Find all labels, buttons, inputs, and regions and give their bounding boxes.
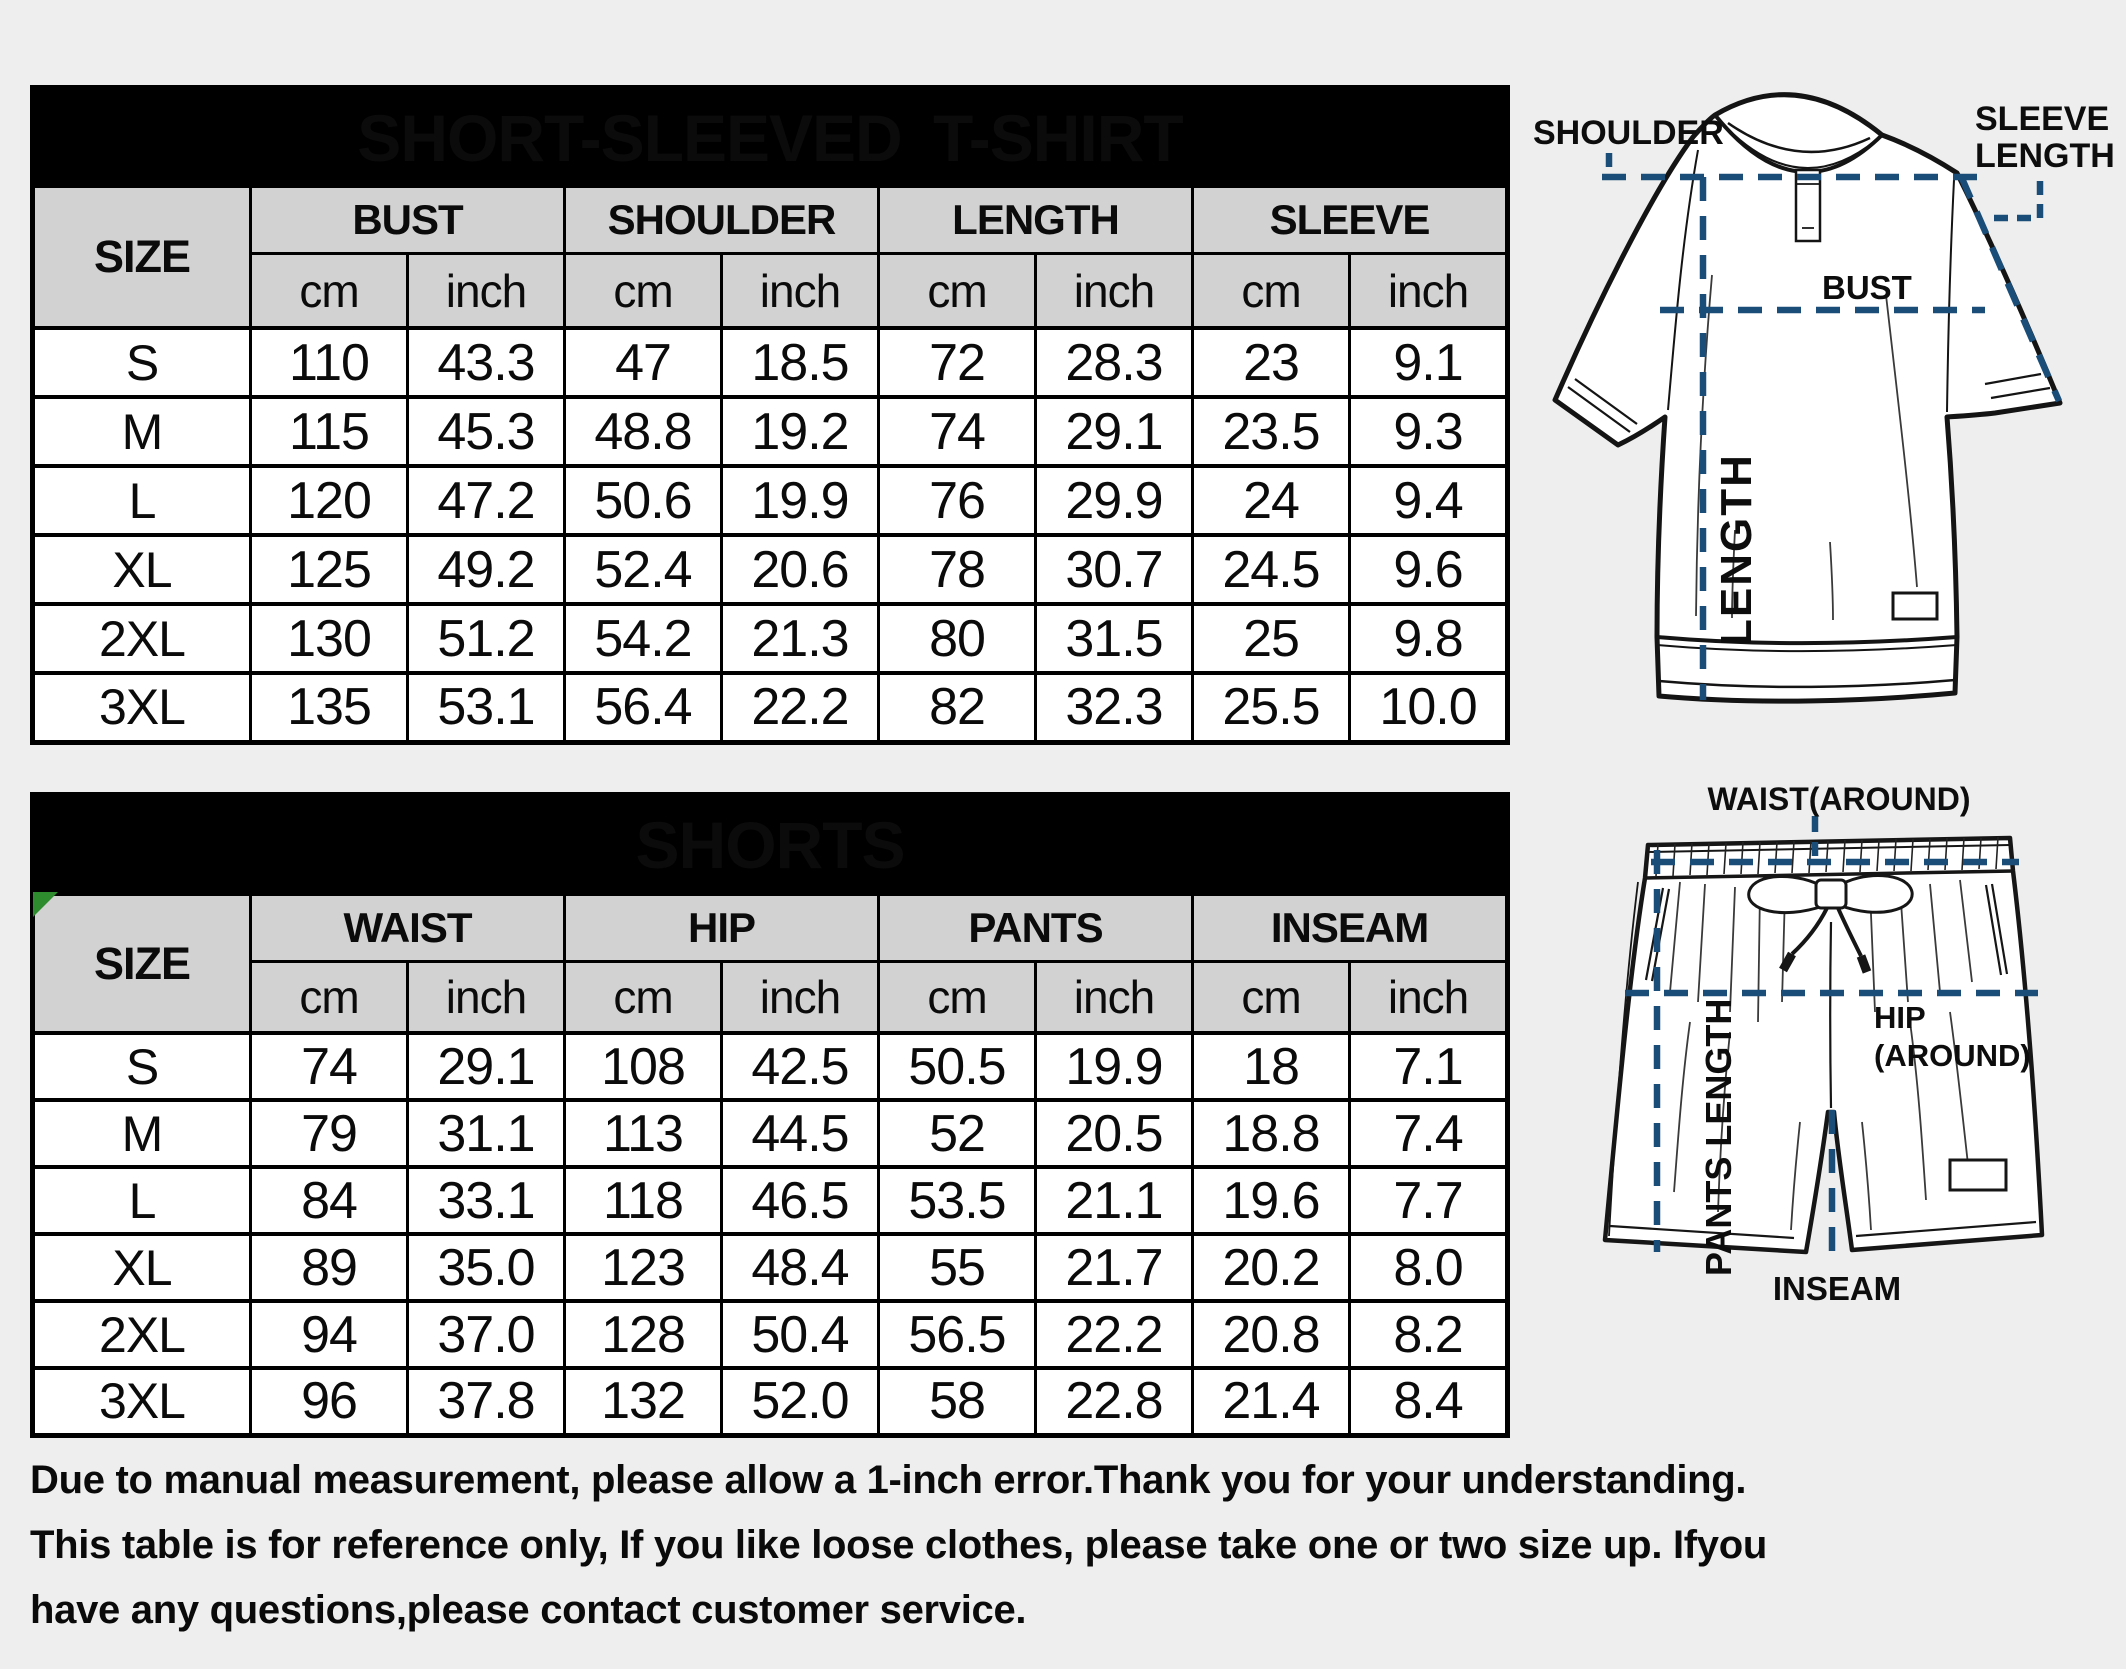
table-cell: 50.6: [565, 466, 722, 535]
column-header-pants: PANTS: [879, 895, 1193, 962]
drawstring-loop-right: [1837, 876, 1912, 913]
drawstring-loop-left: [1749, 876, 1825, 912]
unit-header: cm: [879, 254, 1036, 329]
table-cell: 110: [251, 328, 408, 397]
table-cell: 56.4: [565, 673, 722, 742]
hip-label-line1: HIP: [1874, 1000, 1926, 1035]
table-cell: 52.4: [565, 535, 722, 604]
table-cell: 10.0: [1350, 673, 1508, 742]
size-cell: S: [33, 328, 251, 397]
table-cell: 20.6: [722, 535, 879, 604]
table-cell: 74: [879, 397, 1036, 466]
unit-header: inch: [722, 254, 879, 329]
table-cell: 51.2: [408, 604, 565, 673]
neck-tag: [1796, 170, 1820, 241]
size-cell: L: [33, 1167, 251, 1234]
table-cell: 115: [251, 397, 408, 466]
unit-header: cm: [565, 254, 722, 329]
table-cell: 42.5: [722, 1033, 879, 1100]
tshirt-units-row: [33, 254, 1508, 329]
hip-label-line2: (AROUND): [1874, 1038, 2031, 1073]
bust-label: BUST: [1822, 269, 1912, 306]
sleeve-length-label-line2: LENGTH: [1975, 137, 2115, 175]
size-cell: L: [33, 466, 251, 535]
table-row: [33, 328, 1508, 397]
table-cell: 43.3: [408, 328, 565, 397]
tshirt-size-table: [30, 85, 1510, 745]
table-cell: 9.1: [1350, 328, 1508, 397]
unit-header: cm: [879, 962, 1036, 1034]
table-cell: 19.2: [722, 397, 879, 466]
shorts-size-table: [30, 792, 1510, 1438]
table-cell: 33.1: [408, 1167, 565, 1234]
table-cell: 18: [1193, 1033, 1350, 1100]
table-cell: 35.0: [408, 1234, 565, 1301]
table-row: [33, 604, 1508, 673]
size-cell: 2XL: [33, 1301, 251, 1368]
table-cell: 23: [1193, 328, 1350, 397]
table-cell: 20.2: [1193, 1234, 1350, 1301]
unit-header: inch: [1350, 962, 1508, 1034]
table-row: [33, 1368, 1508, 1435]
table-cell: 82: [879, 673, 1036, 742]
table-row: [33, 1167, 1508, 1234]
sleeve-length-bracket-dash: [1985, 181, 2040, 218]
table-cell: 30.7: [1036, 535, 1193, 604]
size-column-header: SIZE: [33, 187, 251, 329]
table-cell: 50.5: [879, 1033, 1036, 1100]
table-row: [33, 673, 1508, 742]
table-cell: 19.6: [1193, 1167, 1350, 1234]
tshirt-measurement-diagram: [1530, 60, 2126, 760]
table-cell: 31.5: [1036, 604, 1193, 673]
table-cell: 108: [565, 1033, 722, 1100]
table-cell: 79: [251, 1100, 408, 1167]
table-cell: 54.2: [565, 604, 722, 673]
table-cell: 9.8: [1350, 604, 1508, 673]
table-cell: 19.9: [722, 466, 879, 535]
footnote-line: Due to manual measurement, please allow a 1-inch error.Thank you for your understanding.: [30, 1458, 1747, 1502]
size-cell: 3XL: [33, 1368, 251, 1435]
size-column-header: SIZE: [33, 895, 251, 1034]
column-header-length: LENGTH: [879, 187, 1193, 254]
table-cell: 44.5: [722, 1100, 879, 1167]
table-cell: 29.1: [1036, 397, 1193, 466]
table-cell: 37.0: [408, 1301, 565, 1368]
table-cell: 47.2: [408, 466, 565, 535]
size-cell: XL: [33, 1234, 251, 1301]
table-cell: 24.5: [1193, 535, 1350, 604]
table-cell: 113: [565, 1100, 722, 1167]
center-front-seam: [1830, 922, 1831, 1108]
table-cell: 22.2: [722, 673, 879, 742]
column-header-hip: HIP: [565, 895, 879, 962]
table-cell: 28.3: [1036, 328, 1193, 397]
shoulder-label: SHOULDER: [1533, 114, 1724, 152]
table-cell: 8.2: [1350, 1301, 1508, 1368]
table-cell: 25.5: [1193, 673, 1350, 742]
table-cell: 125: [251, 535, 408, 604]
column-header-shoulder: SHOULDER: [565, 187, 879, 254]
table-cell: 18.5: [722, 328, 879, 397]
table-cell: 21.1: [1036, 1167, 1193, 1234]
table-cell: 37.8: [408, 1368, 565, 1435]
shorts-units-row: [33, 962, 1508, 1034]
table-cell: 53.5: [879, 1167, 1036, 1234]
table-cell: 56.5: [879, 1301, 1036, 1368]
table-row: [33, 1301, 1508, 1368]
table-cell: 25: [1193, 604, 1350, 673]
table-cell: 94: [251, 1301, 408, 1368]
shorts-table-title: SHORTS: [33, 795, 1508, 895]
hem-label-patch: [1893, 593, 1937, 619]
table-cell: 130: [251, 604, 408, 673]
table-cell: 128: [565, 1301, 722, 1368]
footnote-line: This table is for reference only, If you like loose clothes, please take one or two size up. Ifyou: [30, 1523, 1767, 1567]
unit-header: inch: [408, 254, 565, 329]
table-cell: 50.4: [722, 1301, 879, 1368]
unit-header: cm: [251, 254, 408, 329]
table-cell: 118: [565, 1167, 722, 1234]
table-cell: 7.4: [1350, 1100, 1508, 1167]
tshirt-title-row: [33, 88, 1508, 187]
unit-header: cm: [1193, 962, 1350, 1034]
table-cell: 58: [879, 1368, 1036, 1435]
table-cell: 22.2: [1036, 1301, 1193, 1368]
drawstring-aglet-right: [1861, 956, 1867, 972]
table-cell: 48.8: [565, 397, 722, 466]
table-row: [33, 397, 1508, 466]
tshirt-group-header-row: [33, 187, 1508, 254]
table-cell: 78: [879, 535, 1036, 604]
table-cell: 20.5: [1036, 1100, 1193, 1167]
table-cell: 21.7: [1036, 1234, 1193, 1301]
table-cell: 9.6: [1350, 535, 1508, 604]
table-cell: 9.4: [1350, 466, 1508, 535]
table-row: [33, 1100, 1508, 1167]
unit-header: inch: [1036, 962, 1193, 1034]
sleeve-length-label-line1: SLEEVE: [1975, 100, 2110, 138]
unit-header: cm: [251, 962, 408, 1034]
table-row: [33, 535, 1508, 604]
waist-label: WAIST(AROUND): [1707, 781, 1971, 817]
table-cell: 21.4: [1193, 1368, 1350, 1435]
unit-header: inch: [722, 962, 879, 1034]
table-cell: 7.7: [1350, 1167, 1508, 1234]
table-cell: 29.1: [408, 1033, 565, 1100]
table-cell: 49.2: [408, 535, 565, 604]
table-cell: 89: [251, 1234, 408, 1301]
table-row: [33, 466, 1508, 535]
unit-header: inch: [1350, 254, 1508, 329]
pants-length-label: PANTS LENGTH: [1698, 998, 1739, 1276]
tshirt-table-title: SHORT-SLEEVED T-SHIRT: [33, 88, 1508, 187]
footnotes: [30, 1448, 2010, 1643]
table-cell: 31.1: [408, 1100, 565, 1167]
table-cell: 53.1: [408, 673, 565, 742]
excel-corner-marker: [33, 892, 58, 917]
table-cell: 123: [565, 1234, 722, 1301]
column-header-sleeve: SLEEVE: [1193, 187, 1508, 254]
table-cell: 8.0: [1350, 1234, 1508, 1301]
table-cell: 8.4: [1350, 1368, 1508, 1435]
size-cell: M: [33, 397, 251, 466]
table-row: [33, 1234, 1508, 1301]
table-cell: 20.8: [1193, 1301, 1350, 1368]
table-cell: 21.3: [722, 604, 879, 673]
table-cell: 32.3: [1036, 673, 1193, 742]
table-cell: 19.9: [1036, 1033, 1193, 1100]
table-cell: 45.3: [408, 397, 565, 466]
table-cell: 7.1: [1350, 1033, 1508, 1100]
size-cell: S: [33, 1033, 251, 1100]
table-cell: 24: [1193, 466, 1350, 535]
size-cell: M: [33, 1100, 251, 1167]
table-cell: 72: [879, 328, 1036, 397]
drawstring-knot: [1816, 880, 1846, 908]
table-cell: 47: [565, 328, 722, 397]
table-cell: 9.3: [1350, 397, 1508, 466]
size-cell: 2XL: [33, 604, 251, 673]
length-label: LENGTH: [1712, 453, 1761, 646]
table-cell: 48.4: [722, 1234, 879, 1301]
unit-header: inch: [408, 962, 565, 1034]
table-cell: 23.5: [1193, 397, 1350, 466]
table-cell: 52.0: [722, 1368, 879, 1435]
table-cell: 74: [251, 1033, 408, 1100]
table-cell: 84: [251, 1167, 408, 1234]
shorts-title-row: [33, 795, 1508, 895]
inseam-label: INSEAM: [1772, 1270, 1902, 1307]
leg-label-patch: [1950, 1160, 2006, 1190]
table-cell: 80: [879, 604, 1036, 673]
shorts-group-header-row: [33, 895, 1508, 962]
size-cell: XL: [33, 535, 251, 604]
table-cell: 132: [565, 1368, 722, 1435]
shorts-measurement-diagram: [1530, 760, 2126, 1460]
table-cell: 18.8: [1193, 1100, 1350, 1167]
table-cell: 135: [251, 673, 408, 742]
column-header-waist: WAIST: [251, 895, 565, 962]
footnote-line: have any questions,please contact customer service.: [30, 1588, 1027, 1632]
table-cell: 55: [879, 1234, 1036, 1301]
unit-header: cm: [565, 962, 722, 1034]
table-cell: 22.8: [1036, 1368, 1193, 1435]
column-header-bust: BUST: [251, 187, 565, 254]
table-cell: 76: [879, 466, 1036, 535]
table-cell: 96: [251, 1368, 408, 1435]
unit-header: cm: [1193, 254, 1350, 329]
unit-header: inch: [1036, 254, 1193, 329]
table-cell: 120: [251, 466, 408, 535]
table-cell: 46.5: [722, 1167, 879, 1234]
table-cell: 52: [879, 1100, 1036, 1167]
column-header-inseam: INSEAM: [1193, 895, 1508, 962]
table-row: [33, 1033, 1508, 1100]
table-cell: 29.9: [1036, 466, 1193, 535]
size-cell: 3XL: [33, 673, 251, 742]
tshirt-illustration: [1555, 95, 2060, 701]
